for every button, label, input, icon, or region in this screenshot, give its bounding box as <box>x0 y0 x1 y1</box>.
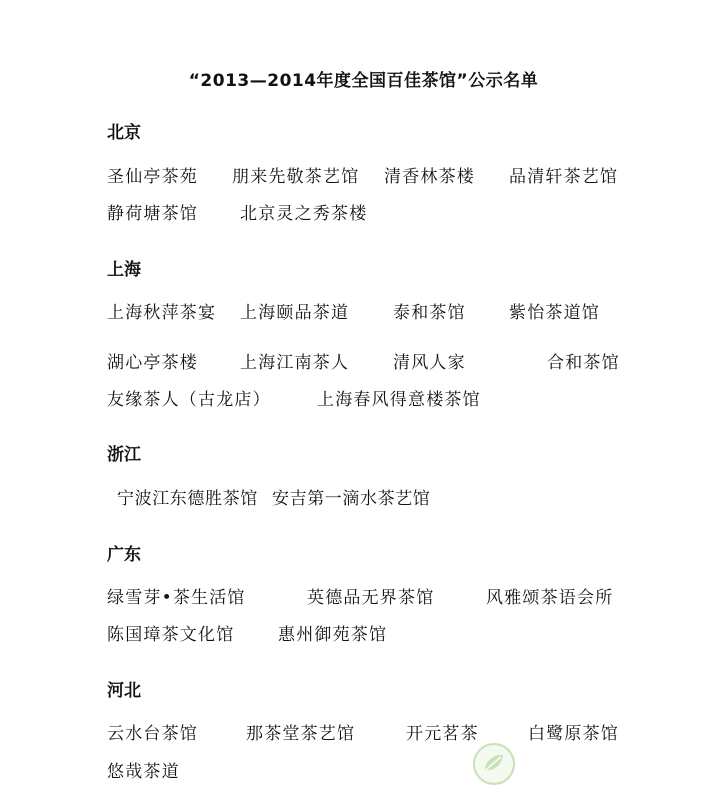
teahouse-entry: 那茶堂茶艺馆 <box>246 724 356 744</box>
region-heading-zhejiang: 浙江 <box>107 445 141 465</box>
teahouse-entry: 上海秋萍茶宴 <box>107 303 217 323</box>
entry-line <box>0 301 727 325</box>
teahouse-entry: 云水台茶馆 <box>107 724 198 744</box>
teahouse-entry: 安吉第一滴水茶艺馆 <box>272 489 431 509</box>
region-heading-guangdong: 广东 <box>107 545 141 565</box>
teahouse-entry: 北京灵之秀茶楼 <box>240 204 368 224</box>
teahouse-entry: 泰和茶馆 <box>393 303 466 323</box>
teahouse-entry: 惠州御苑茶馆 <box>278 625 388 645</box>
teahouse-entry: 陈国璋茶文化馆 <box>107 625 235 645</box>
teahouse-entry: 合和茶馆 <box>547 353 620 373</box>
teahouse-entry: 清风人家 <box>393 353 466 373</box>
entry-line <box>0 722 727 746</box>
teahouse-entry: 白鹭原茶馆 <box>528 724 619 744</box>
teahouse-entry: 英德品无界茶馆 <box>307 588 435 608</box>
teahouse-entry: 宁波江东德胜茶馆 <box>117 489 258 509</box>
teahouse-entry: 绿雪芽•茶生活馆 <box>107 588 246 608</box>
teahouse-entry: 开元茗茶 <box>406 724 479 744</box>
region-heading-hebei: 河北 <box>107 681 141 701</box>
entry-line <box>0 487 727 511</box>
teahouse-entry: 静荷塘茶馆 <box>107 204 198 224</box>
teahouse-entry: 紫怡茶道馆 <box>509 303 600 323</box>
entry-line <box>0 202 727 226</box>
region-heading-beijing: 北京 <box>107 123 141 143</box>
teahouse-entry: 上海颐品茶道 <box>240 303 350 323</box>
entry-line <box>0 760 727 784</box>
entry-line <box>0 623 727 647</box>
teahouse-entry: 上海春风得意楼茶馆 <box>317 390 481 410</box>
document-title: “2013—2014年度全国百佳茶馆”公示名单 <box>188 71 539 91</box>
teahouse-entry: 朋来先敬茶艺馆 <box>232 167 360 187</box>
region-heading-shanghai: 上海 <box>107 260 141 280</box>
entry-line <box>0 351 727 375</box>
entry-line <box>0 165 727 189</box>
entry-line <box>0 586 727 610</box>
teahouse-entry: 上海江南茶人 <box>240 353 350 373</box>
leaf-logo-icon <box>472 742 516 786</box>
teahouse-entry: 圣仙亭茶苑 <box>107 167 198 187</box>
entry-line <box>0 388 727 412</box>
teahouse-entry: 悠哉茶道 <box>107 762 180 782</box>
teahouse-entry: 风雅颂茶语会所 <box>486 588 614 608</box>
teahouse-entry: 清香林茶楼 <box>384 167 475 187</box>
teahouse-entry: 湖心亭茶楼 <box>107 353 198 373</box>
teahouse-entry: 品清轩茶艺馆 <box>509 167 619 187</box>
teahouse-entry: 友缘茶人（古龙店） <box>107 390 271 410</box>
